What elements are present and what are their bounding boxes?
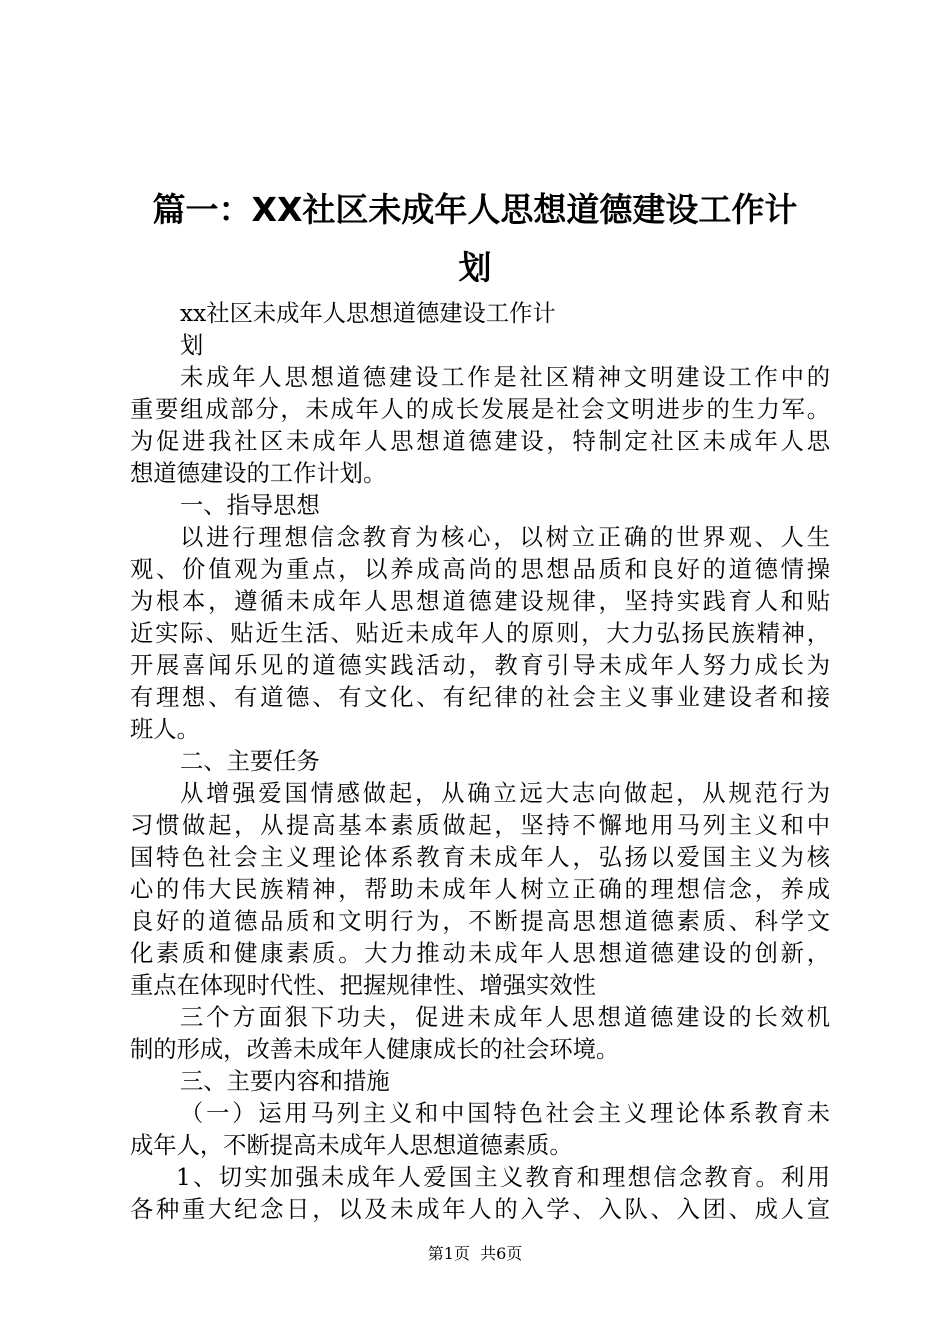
body-line: 未成年人思想道德建设工作是社区精神文明建设工作中的 [180,364,830,391]
body-line: 开展喜闻乐见的道德实践活动，教育引导未成年人努力成长为 [130,652,830,679]
body-line: 想道德建设的工作计划。 [130,460,387,487]
body-line: 划 [180,332,204,359]
page-total: 共6页 [480,1244,523,1263]
body-line: 班人。 [130,716,200,743]
body-line: 心的伟大民族精神，帮助未成年人树立正确的理想信念，养成 [130,876,830,903]
section-heading: 二、主要任务 [180,748,320,775]
page-number: 第1页 [427,1244,470,1263]
body-line: 各种重大纪念日，以及未成年人的入学、入队、入团、成人宣 [130,1196,830,1223]
body-line: 观、价值观为重点，以养成高尚的思想品质和良好的道德情操 [130,556,830,583]
section-heading: 一、指导思想 [180,492,320,519]
body-line: 为根本，遵循未成年人思想道德建设规律，坚持实践育人和贴 [130,588,830,615]
body-line: 习惯做起，从提高基本素质做起，坚持不懈地用马列主义和中 [130,812,830,839]
body-line: 有理想、有道德、有文化、有纪律的社会主义事业建设者和接 [130,684,830,711]
body-line: 制的形成，改善未成年人健康成长的社会环境。 [130,1036,620,1063]
section-heading: 三、主要内容和措施 [180,1068,390,1095]
body-line: 近实际、贴近生活、贴近未成年人的原则，大力弘扬民族精神， [130,620,830,647]
document-title-line-1: 篇一：XX社区未成年人思想道德建设工作计 [152,190,798,229]
body-line: （一）运用马列主义和中国特色社会主义理论体系教育未 [180,1100,830,1127]
body-line: 以进行理想信念教育为核心，以树立正确的世界观、人生 [180,524,830,551]
body-line: 良好的道德品质和文明行为，不断提高思想道德素质、科学文 [130,908,830,935]
page-footer [0,1243,950,1265]
body-line: 化素质和健康素质。大力推动未成年人思想道德建设的创新， [130,940,830,967]
document-title-line-2: 划 [458,248,492,287]
body-line: 重要组成部分，未成年人的成长发展是社会文明进步的生力军。 [130,396,830,423]
body-line: 三个方面狠下功夫，促进未成年人思想道德建设的长效机 [180,1004,830,1031]
body-line: 重点在体现时代性、把握规律性、增强实效性 [130,972,596,999]
body-line: 国特色社会主义理论体系教育未成年人，弘扬以爱国主义为核 [130,844,830,871]
body-line: 从增强爱国情感做起，从确立远大志向做起，从规范行为 [180,780,830,807]
body-line: 成年人，不断提高未成年人思想道德素质。 [130,1132,573,1159]
body-line: 为促进我社区未成年人思想道德建设，特制定社区未成年人思 [130,428,830,455]
body-line: 1、切实加强未成年人爱国主义教育和理想信念教育。利用 [176,1164,830,1191]
body-line: xx社区未成年人思想道德建设工作计 [180,300,556,327]
